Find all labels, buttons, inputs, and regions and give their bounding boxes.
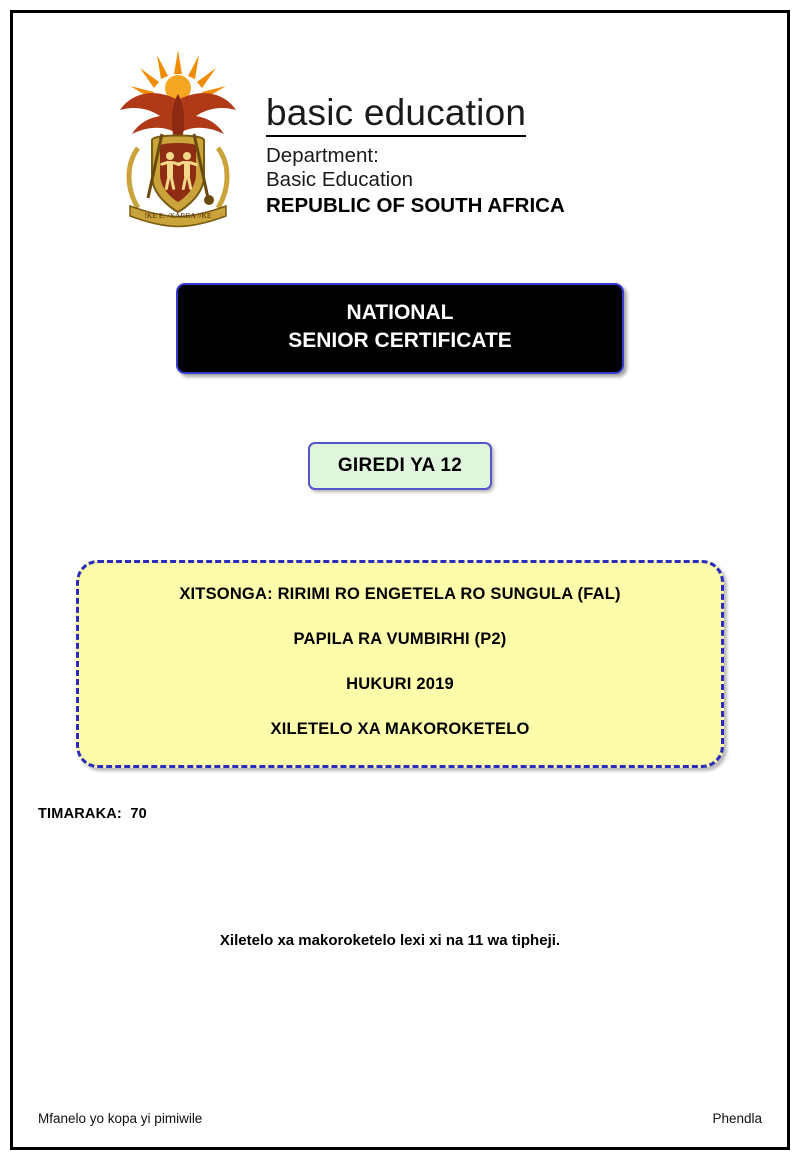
marks-line: [30, 806, 770, 822]
basic-education-title: basic education: [266, 94, 526, 137]
page-footer: [38, 1111, 762, 1126]
republic-line: REPUBLIC OF SOUTH AFRICA: [266, 194, 565, 218]
document-header: [30, 26, 770, 233]
grade-box: GIREDI YA 12: [308, 442, 492, 490]
certificate-line-2: SENIOR CERTIFICATE: [288, 329, 512, 353]
page-content: [30, 26, 770, 1134]
exam-year: HUKURI 2019: [346, 674, 454, 693]
svg-text:!KE E: /XARRA //KE: !KE E: /XARRA //KE: [144, 211, 212, 220]
marks-value: 70: [130, 805, 147, 822]
national-senior-certificate-box: [176, 283, 624, 374]
department-name: Basic Education: [266, 168, 414, 192]
department-text-block: [266, 48, 565, 218]
south-africa-coat-of-arms-icon: [108, 48, 248, 233]
marks-label: TIMARAKA:: [38, 805, 122, 822]
department-label: Department:: [266, 143, 379, 167]
footer-turnover: Phendla: [712, 1111, 762, 1126]
subject-details-box: [76, 560, 724, 768]
document-type: XILETELO XA MAKOROKETELO: [270, 719, 530, 738]
paper-number: PAPILA RA VUMBIRHI (P2): [293, 629, 507, 648]
certificate-box-wrapper: [30, 283, 770, 374]
grade-box-wrapper: [30, 442, 770, 490]
subject-box-wrapper: [30, 560, 770, 768]
certificate-line-1: NATIONAL: [346, 301, 454, 324]
footer-copyright: Mfanelo yo kopa yi pimiwile: [38, 1111, 203, 1126]
subject-title: XITSONGA: RIRIMI RO ENGETELA RO SUNGULA (FAL): [179, 584, 621, 603]
page-count-note: Xiletelo xa makoroketelo lexi xi na 11 wa tipheji.: [219, 931, 561, 949]
